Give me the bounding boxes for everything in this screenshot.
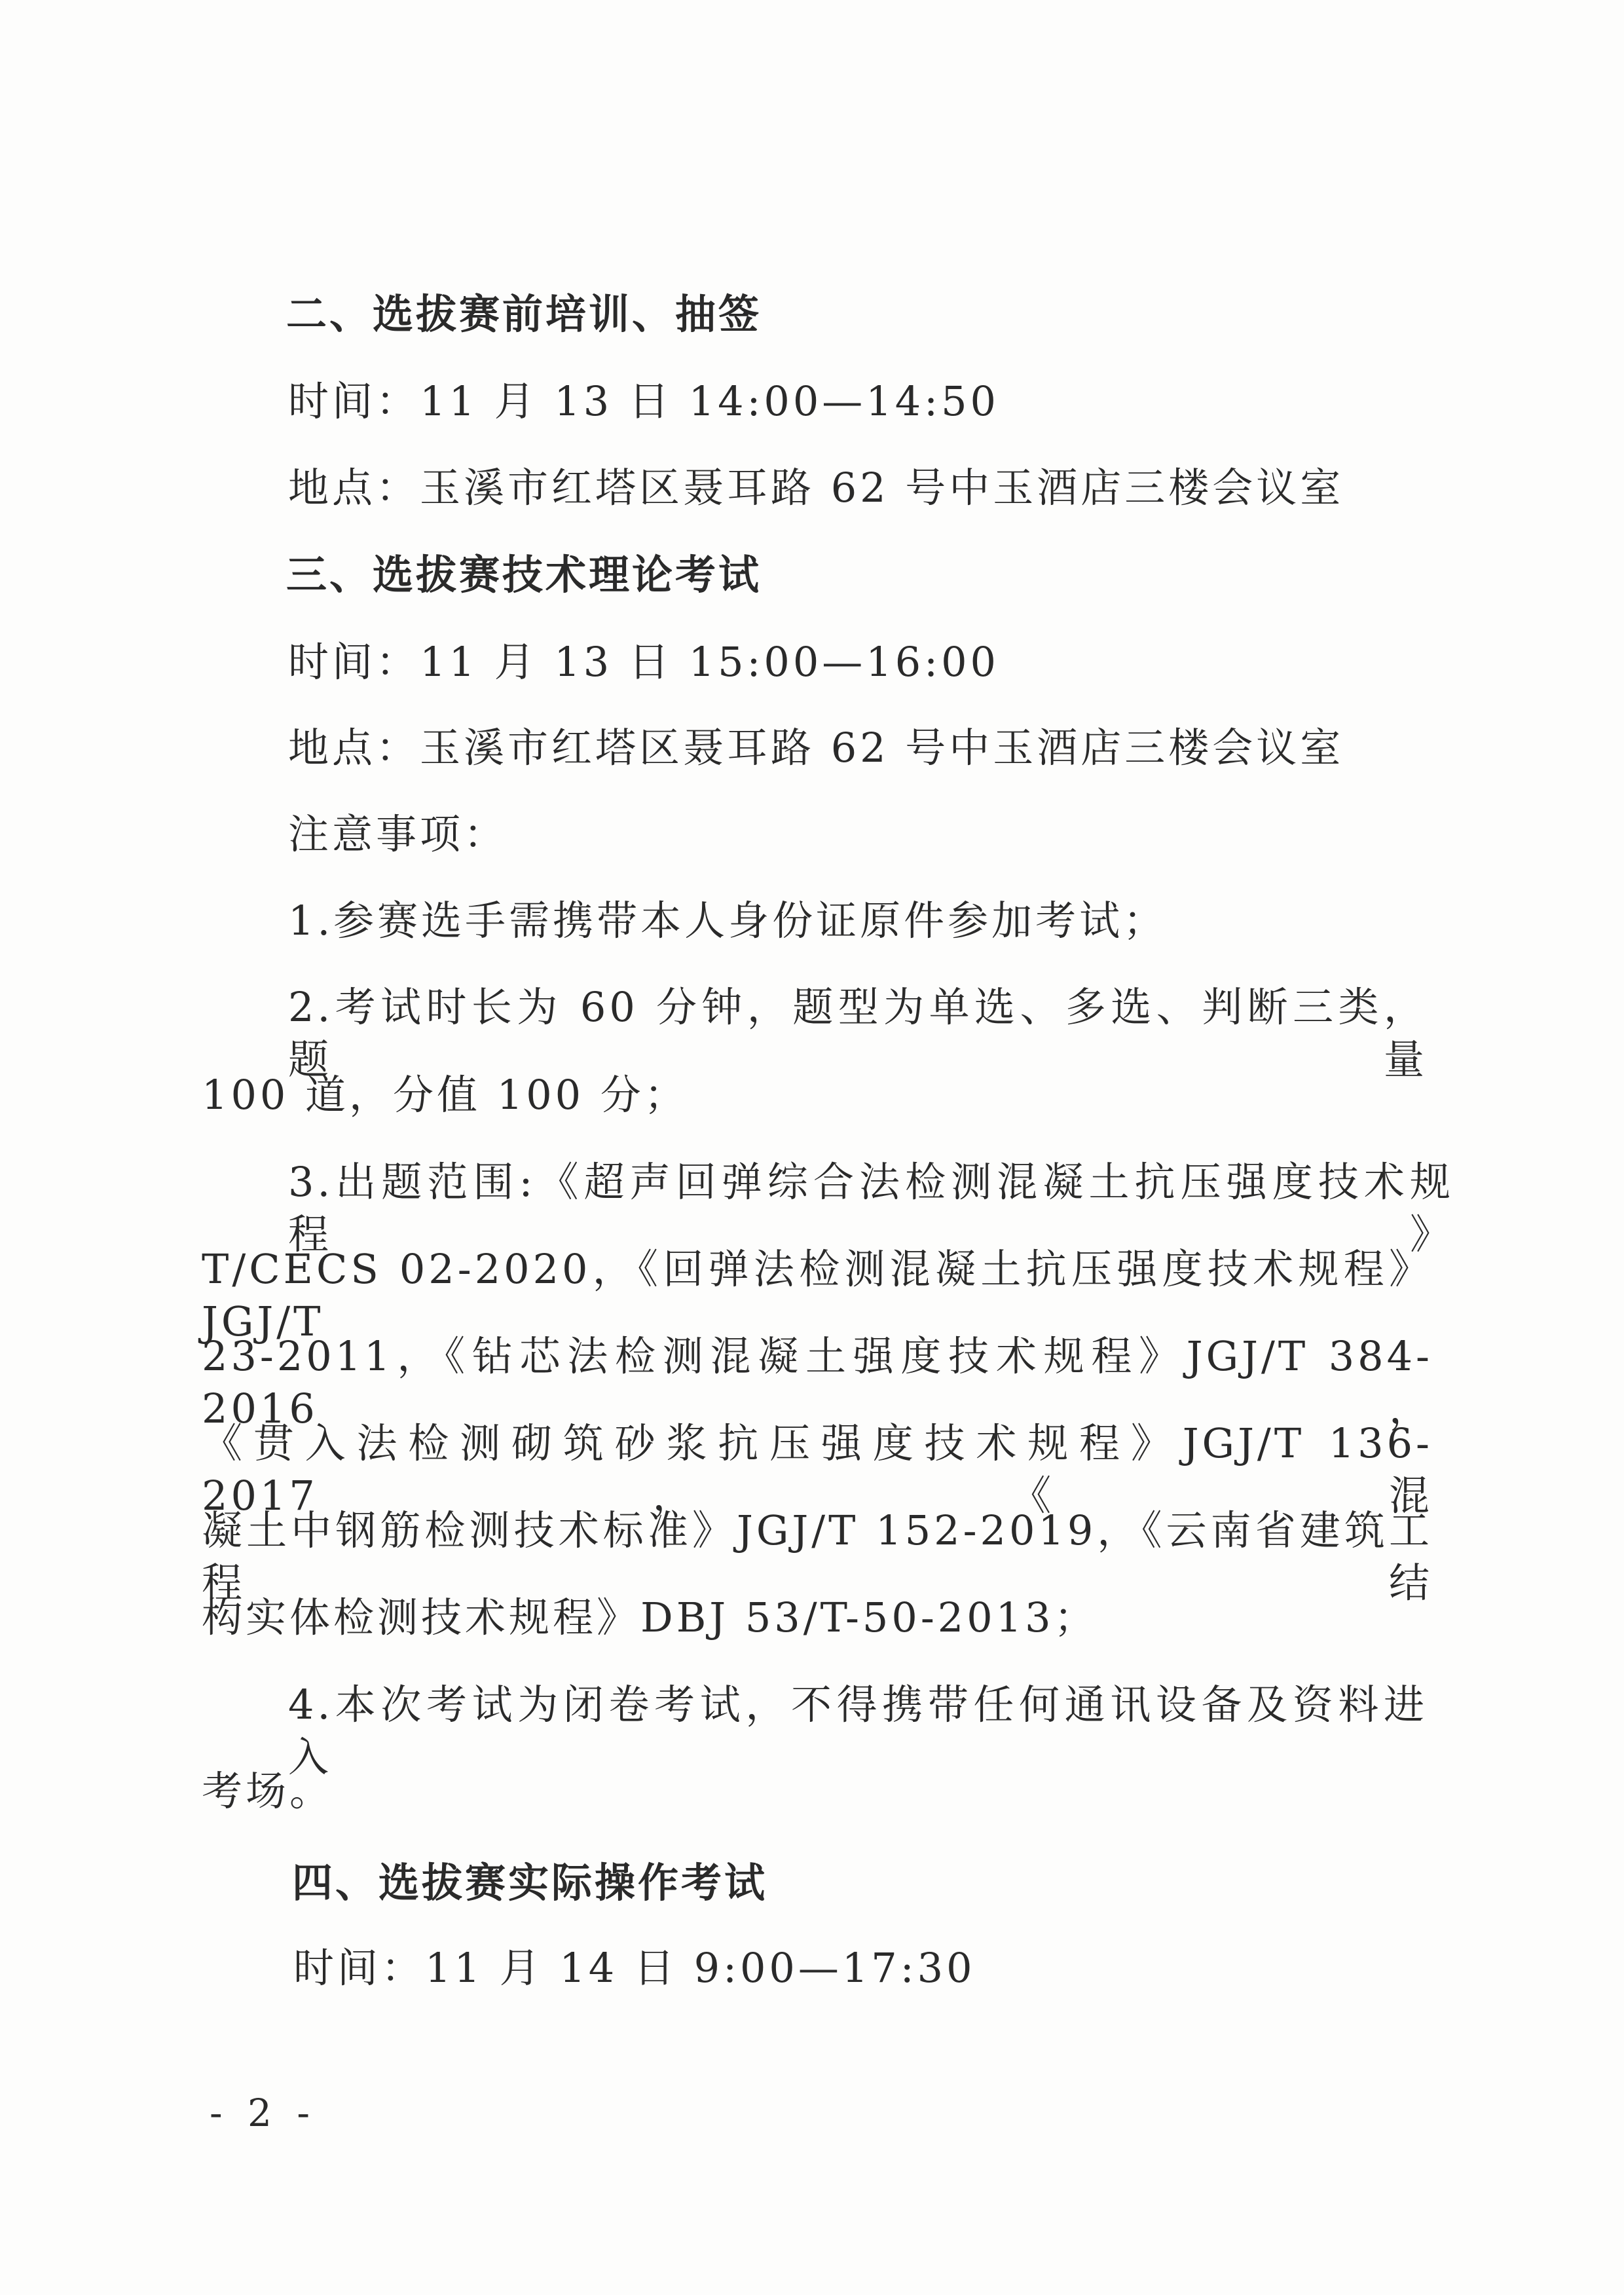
section-heading-theory: 三、选拔赛技术理论考试 bbox=[286, 551, 762, 599]
note-line: 《贯入法检测砌筑砂浆抗压强度技术规程》JGJ/T 136-2017，《混 bbox=[202, 1419, 1433, 1520]
section-theory-time: 时间：11 月 13 日 15:00—16:00 bbox=[288, 638, 999, 686]
note-line: 考场。 bbox=[202, 1767, 334, 1815]
note-line: T/CECS 02-2020，《回弹法检测混凝土抗压强度技术规程》JGJ/T bbox=[202, 1245, 1433, 1345]
note-line: 3.出题范围:《超声回弹综合法检测混凝土抗压强度技术规程》 bbox=[288, 1158, 1454, 1258]
page-number: - 2 - bbox=[210, 2091, 316, 2135]
section-theory-place: 地点：玉溪市红塔区聂耳路 62 号中玉酒店三楼会议室 bbox=[288, 724, 1344, 772]
note-line: 构实体检测技术规程》DBJ 53/T-50-2013； bbox=[202, 1594, 1098, 1641]
section-training-place: 地点：玉溪市红塔区聂耳路 62 号中玉酒店三楼会议室 bbox=[288, 464, 1344, 512]
section-practical-time: 时间：11 月 14 日 9:00—17:30 bbox=[293, 1944, 976, 1992]
note-line: 凝土中钢筋检测技术标准》JGJ/T 152-2019，《云南省建筑工程结 bbox=[202, 1506, 1433, 1607]
note-line: 2.考试时长为 60 分钟，题型为单选、多选、判断三类，题量 bbox=[288, 983, 1428, 1083]
section-training-time: 时间：11 月 13 日 14:00—14:50 bbox=[288, 377, 999, 425]
section-heading-training: 二、选拔赛前培训、抽签 bbox=[286, 290, 762, 338]
note-line: 100 道，分值 100 分； bbox=[202, 1071, 688, 1119]
notes-label: 注意事项： bbox=[288, 810, 508, 858]
section-heading-practical: 四、选拔赛实际操作考试 bbox=[292, 1859, 768, 1907]
note-line: 23-2011，《钻芯法检测混凝土强度技术规程》JGJ/T 384-2016， bbox=[202, 1332, 1433, 1432]
note-line: 4.本次考试为闭卷考试，不得携带任何通讯设备及资料进入 bbox=[288, 1681, 1428, 1781]
note-line: 1.参赛选手需携带本人身份证原件参加考试； bbox=[288, 897, 1168, 944]
